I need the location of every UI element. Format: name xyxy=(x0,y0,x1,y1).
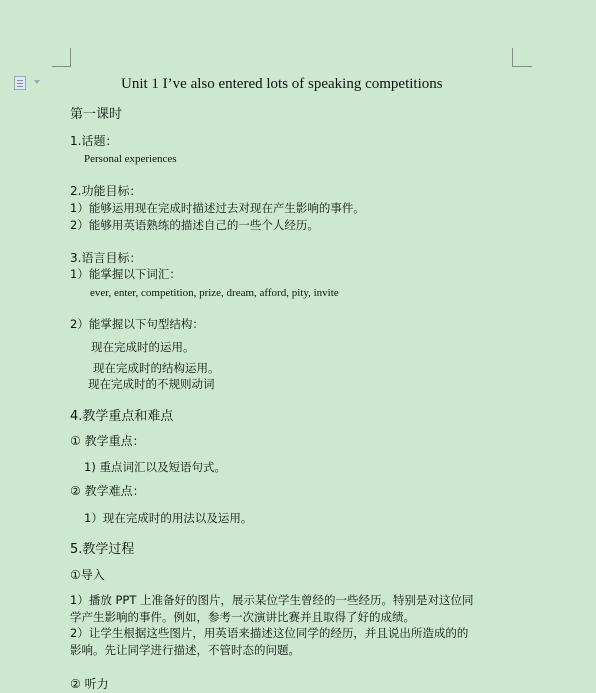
paragraph-line: 学产生影响的事件。例如，参考一次演讲比赛并且取得了好的成绩。 xyxy=(70,610,415,624)
intro-heading: ①导入 xyxy=(70,568,105,582)
paragraph-line: 2）让学生根据这些图片，用英语来描述这位同学的经历，并且说出所造成的的 xyxy=(70,626,469,640)
structure-item: 现在完成时的结构运用。 xyxy=(93,361,220,375)
process-heading: 5.教学过程 xyxy=(70,542,135,557)
difficulty-item: 1）现在完成时的用法以及运用。 xyxy=(84,511,253,525)
listening-heading: ② 听力 xyxy=(70,677,109,691)
key-points-heading: 4.教学重点和难点 xyxy=(70,409,174,424)
lesson-label: 第一课时 xyxy=(70,107,123,122)
vocab-heading: 1）能掌握以下词汇： xyxy=(70,267,181,281)
structure-heading: 2）能掌握以下句型结构： xyxy=(70,317,204,331)
paragraph-line: 1）播放 PPT 上准备好的图片，展示某位学生曾经的一些经历。特别是对这位同 xyxy=(70,593,474,607)
structure-item: 现在完成时的不规则动词 xyxy=(88,377,215,391)
functional-goal-item: 2）能够用英语熟练的描述自己的一些个人经历。 xyxy=(70,218,319,232)
topic-heading: 1.话题： xyxy=(70,134,118,148)
functional-goals-heading: 2.功能目标： xyxy=(70,184,142,198)
focus-heading: ① 教学重点： xyxy=(70,434,145,448)
functional-goal-item: 1）能够运用现在完成时描述过去对现在产生影响的事件。 xyxy=(70,201,365,215)
language-goals-heading: 3.语言目标： xyxy=(70,251,142,265)
vocab-list: ever, enter, competition, prize, dream, afford, pity, invite xyxy=(90,287,339,299)
focus-item: 1) 重点词汇以及短语句式。 xyxy=(84,460,226,474)
document-title: Unit 1 I’ve also entered lots of speaking competitions xyxy=(121,76,443,92)
structure-item: 现在完成时的运用。 xyxy=(91,340,195,354)
difficulty-heading: ② 教学难点： xyxy=(70,484,145,498)
paragraph-line: 影响。先让同学进行描述，不管时态的问题。 xyxy=(70,643,300,657)
document-icon[interactable] xyxy=(14,76,26,90)
dropdown-arrow-icon[interactable] xyxy=(34,80,40,84)
topic-content: Personal experiences xyxy=(84,153,177,165)
